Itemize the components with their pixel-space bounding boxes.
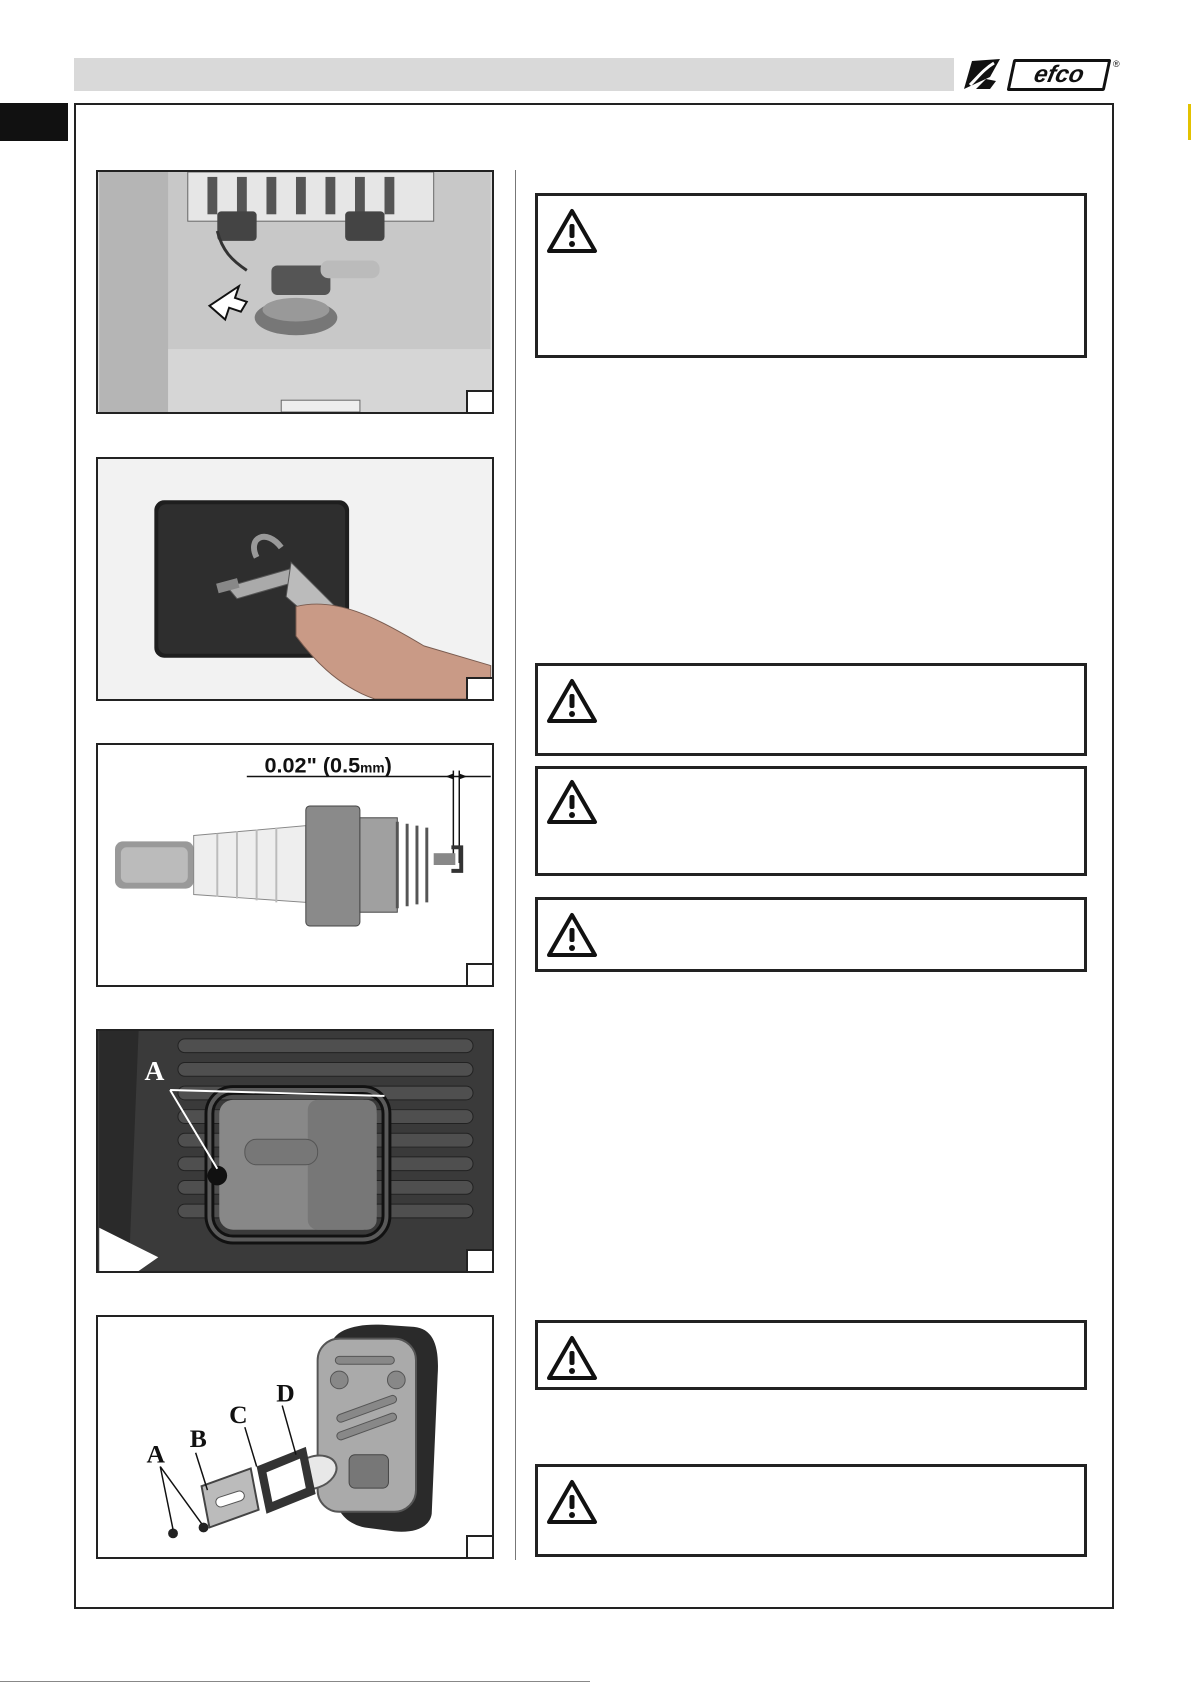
- part-label-c: C: [229, 1400, 248, 1430]
- gap-measurement-label: 0.02" (0.5mm): [264, 752, 392, 778]
- figure-number: [466, 677, 492, 699]
- part-label-b: B: [189, 1423, 207, 1453]
- figure-number: [466, 1249, 492, 1271]
- warning-triangle-icon: [546, 912, 598, 958]
- part-label-a: A: [146, 1439, 165, 1469]
- brand-wordmark: efco: [1007, 59, 1112, 91]
- warning-box-5: [535, 1320, 1087, 1390]
- warning-triangle-icon: [546, 779, 598, 825]
- part-label-a: A: [144, 1055, 165, 1087]
- part-label-d: D: [276, 1378, 295, 1408]
- figure-number: [466, 390, 492, 412]
- warning-triangle-icon: [546, 1479, 598, 1525]
- warning-box-2: [535, 663, 1087, 756]
- column-divider: [515, 170, 516, 1560]
- warning-box-4: [535, 897, 1087, 972]
- air-filter-photo: [98, 459, 492, 699]
- figure-muffler-parts: [96, 1315, 494, 1559]
- figure-spark-plug: [96, 743, 494, 987]
- figure-number: [466, 1535, 492, 1557]
- registered-mark: ®: [1113, 59, 1120, 69]
- warning-triangle-icon: [546, 1335, 598, 1381]
- leaf-icon: [960, 55, 1006, 93]
- language-tab: [0, 103, 68, 141]
- muffler-cover-photo: [98, 1031, 492, 1271]
- figure-air-filter: [96, 457, 494, 701]
- header-bar: [74, 58, 954, 91]
- warning-box-6: [535, 1464, 1087, 1557]
- figure-engine-spark-cap: [96, 170, 494, 414]
- warning-box-1: [535, 193, 1087, 358]
- warning-triangle-icon: [546, 208, 598, 254]
- footer-rule: [0, 1681, 590, 1682]
- warning-triangle-icon: [546, 678, 598, 724]
- warning-box-3: [535, 766, 1087, 876]
- figure-muffler-cover: [96, 1029, 494, 1273]
- engine-photo: [98, 172, 492, 412]
- figure-number: [466, 963, 492, 985]
- brand-logo: [960, 55, 1122, 93]
- spark-plug-photo: [98, 745, 492, 985]
- muffler-parts-diagram: [98, 1317, 492, 1557]
